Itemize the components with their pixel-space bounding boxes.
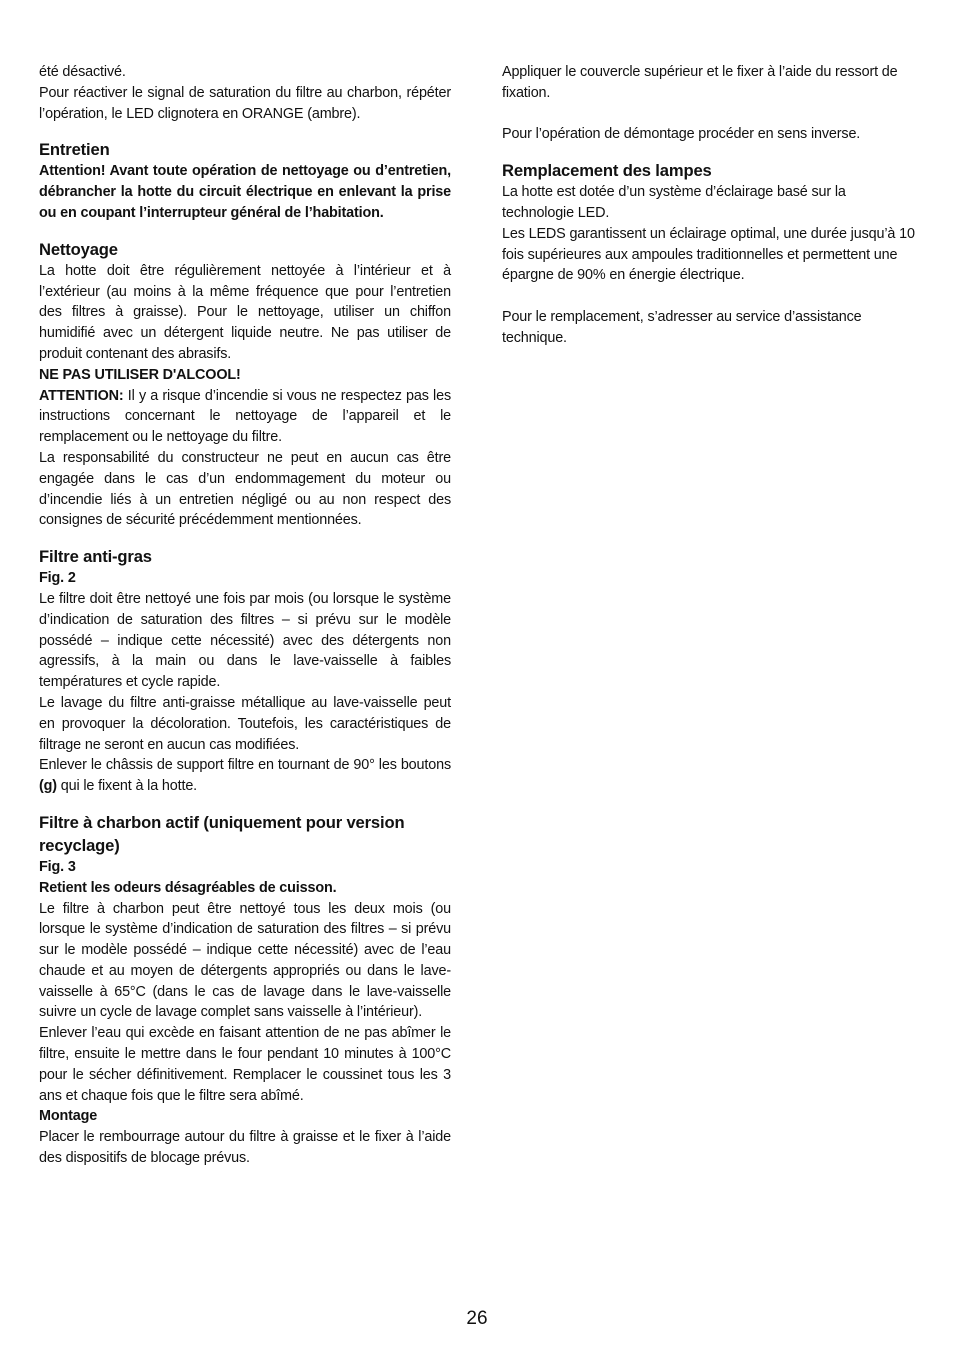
- charbon-paragraph-2: Enlever l’eau qui excède en faisant attention de ne pas abîmer le filtre, ensuite le mettre dans le four pendant 10 minutes à 100°C pour le sécher définitivement. Remplacer le coussinet tous les 3 ans et chaque fois que le filtre sera abîmé.: [39, 1025, 451, 1104]
- fig-2-label: Fig. 2: [39, 570, 76, 587]
- attention-label: ATTENTION:: [39, 387, 124, 404]
- filtre-paragraph-1: Le filtre doit être nettoyé une fois par mois (ou lorsque le système d’indication de saturation des filtres – si prévu sur le modèle possédé – indique cette nécessité) avec des détergents non agressifs, à la main ou dans le lave-vaisselle à faibles températures et cycle rapide.: [39, 590, 451, 691]
- no-alcohol-warning: NE PAS UTILISER D'ALCOOL!: [39, 366, 241, 383]
- lampes-heading: Remplacement des lampes: [502, 161, 712, 181]
- filtre-charbon-heading: Filtre à charbon actif (uniquement pour version recyclage): [39, 812, 405, 855]
- nettoyage-attention: [39, 386, 451, 448]
- filtre-p3-start: Enlever le châssis de support filtre en tournant de 90° les boutons: [39, 757, 451, 774]
- lampes-paragraph-2: Les LEDS garantissent un éclairage optimal, une durée jusqu’à 10 fois supérieures aux ampoules traditionnelles et permettent une épargne de 90% en énergie électrique.: [502, 225, 915, 284]
- couvercle-paragraph: Appliquer le couvercle supérieur et le fixer à l’aide du ressort de fixation.: [502, 64, 898, 101]
- left-column: [39, 62, 451, 1169]
- charbon-subtitle: Retient les odeurs désagréables de cuisson.: [39, 879, 337, 896]
- filtre-anti-gras-heading: Filtre anti-gras: [39, 547, 152, 567]
- page-number: 26: [466, 1308, 488, 1329]
- lampes-paragraph-3: Pour le remplacement, s’adresser au service d’assistance technique.: [502, 308, 862, 346]
- entretien-warning: Attention! Avant toute opération de nettoyage ou d’entretien, débrancher la hotte du circuit électrique en enlevant la prise ou en coupant l’interrupteur général de l’habitation.: [39, 163, 451, 221]
- intro-line: été désactivé.: [39, 64, 126, 80]
- charbon-paragraph-1: Le filtre à charbon peut être nettoyé tous les deux mois (ou lorsque le système d’indication de saturation des filtres – si prévu sur le modèle possédé – indique cette nécessité) avec de l’eau chaude et au moyen de détergents appropriés ou dans le lave-vaisselle à 65°C (dans le cas de lavage dans le lave-vaisselle suivre un cycle de lavage complet sans vaisselle à l’intérieur).: [39, 900, 451, 1021]
- montage-paragraph: Placer le rembourrage autour du filtre à graisse et le fixer à l’aide des dispositifs de blocage prévus.: [39, 1129, 451, 1167]
- nettoyage-heading: Nettoyage: [39, 239, 118, 259]
- button-ref-g: (g): [39, 778, 57, 795]
- nettoyage-paragraph-1: La hotte doit être régulièrement nettoyée à l’intérieur et à l’extérieur (au moins à la même fréquence que pour l’entretien des filtres à graisse). Pour le nettoyage, utiliser un chiffon humidifié avec un détergent liquide neutre. Ne pas utiliser de produit contenant des abrasifs.: [39, 262, 451, 362]
- nettoyage-paragraph-2: La responsabilité du constructeur ne peut en aucun cas être engagée dans le cas d’un endommagement du moteur ou d’incendie liés à un entretien négligé ou au non respect des consignes de sécurité précédemment mentionnées.: [39, 449, 451, 529]
- demontage-paragraph: Pour l’opération de démontage procéder en sens inverse.: [502, 126, 861, 143]
- right-column: [502, 62, 916, 349]
- filtre-paragraph-3: [39, 755, 451, 797]
- filtre-paragraph-2: Le lavage du filtre anti-graisse métallique au lave-vaisselle peut en provoquer la décoloration. Toutefois, les caractéristiques de filtrage ne seront en aucun cas modifiées.: [39, 694, 451, 753]
- fig-3-label: Fig. 3: [39, 858, 76, 875]
- lampes-paragraph-1: La hotte est dotée d’un système d’éclairage basé sur la technologie LED.: [502, 184, 846, 221]
- filtre-p3-end: qui le fixent à la hotte.: [56, 778, 198, 795]
- attention-text: Il y a risque d’incendie si vous ne respectez pas les instructions concernant le nettoyage de l’appareil et le remplacement ou le nettoyage du filtre.: [39, 387, 451, 446]
- montage-heading: Montage: [39, 1108, 98, 1125]
- entretien-heading: Entretien: [39, 140, 110, 160]
- intro-paragraph: Pour réactiver le signal de saturation du filtre au charbon, répéter l’opération, le LED clignotera en ORANGE (ambre).: [39, 84, 451, 122]
